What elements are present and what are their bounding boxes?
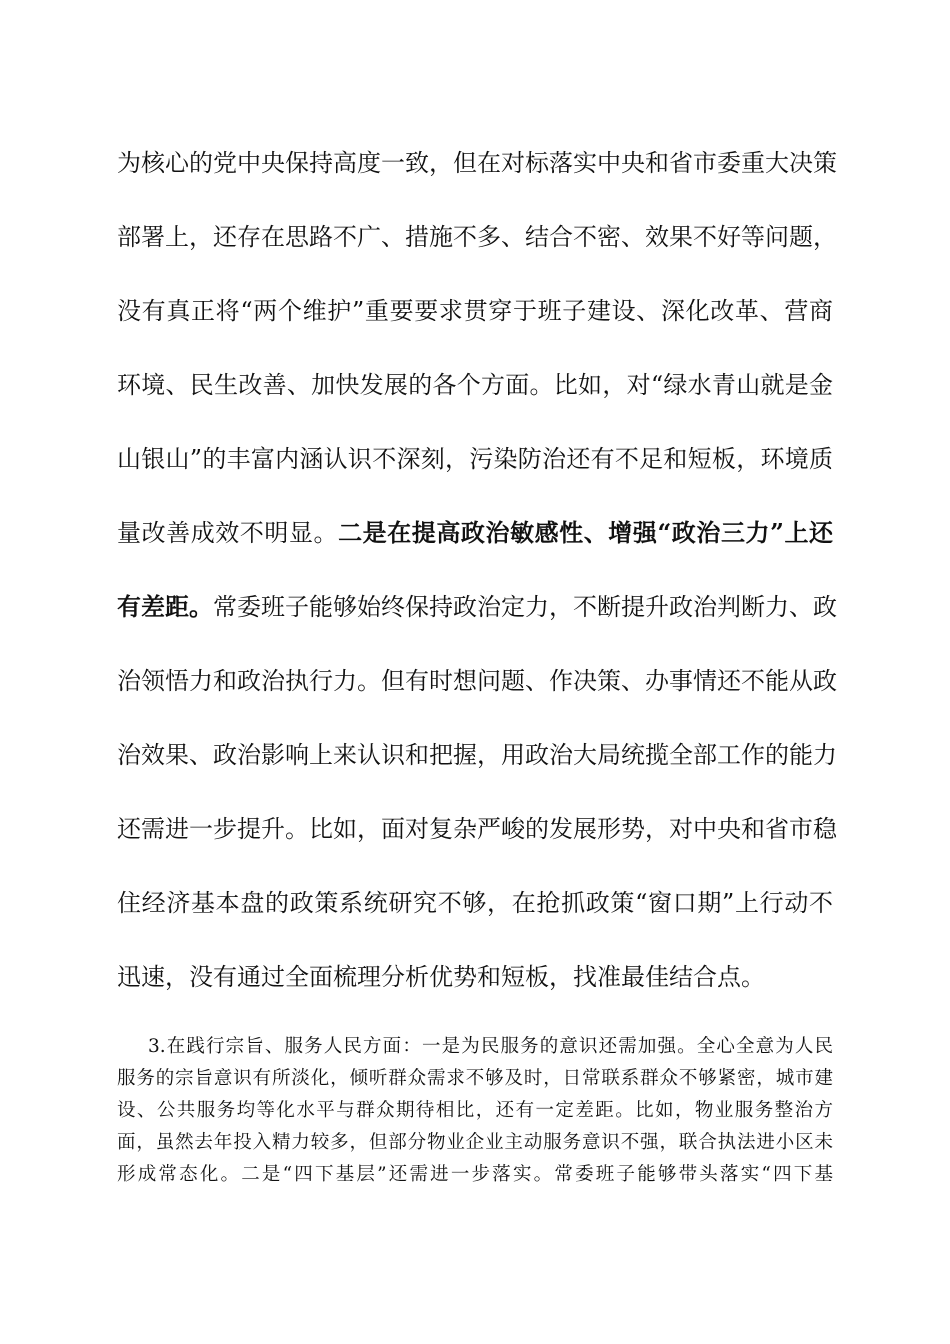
- paragraph-line: 迅速，没有通过全面梳理分析优势和短板，找准最佳结合点。: [117, 963, 765, 991]
- paragraph-line: 服务的宗旨意识有所淡化，倾听群众需求不够及时，日常联系群众不够紧密，城市建: [117, 1068, 833, 1089]
- paragraph-line: 没有真正将“两个维护”重要要求贯穿于班子建设、深化改革、营商: [117, 297, 833, 325]
- bold-heading: 有差距。: [117, 592, 213, 621]
- paragraph-line: 为核心的党中央保持高度一致，但在对标落实中央和省市委重大决策: [117, 149, 837, 177]
- paragraph-line: 山银山”的丰富内涵认识不深刻，污染防治还有不足和短板，环境质: [117, 445, 833, 473]
- text-regular: 常委班子能够始终保持政治定力，不断提升政治判断力、政: [213, 593, 837, 621]
- paragraph-line: [117, 518, 833, 548]
- paragraph-line: 治领悟力和政治执行力。但有时想问题、作决策、办事情还不能从政: [117, 667, 837, 695]
- paragraph-line: 住经济基本盘的政策系统研究不够，在抢抓政策“窗口期”上行动不: [117, 889, 833, 917]
- paragraph-line: 设、公共服务均等化水平与群众期待相比，还有一定差距。比如，物业服务整治方: [117, 1100, 833, 1121]
- paragraph-line: 部署上，还存在思路不广、措施不多、结合不密、效果不好等问题，: [117, 223, 837, 251]
- paragraph-line: 3.在践行宗旨、服务人民方面：一是为民服务的意识还需加强。全心全意为人民: [148, 1036, 833, 1057]
- paragraph-line: 治效果、政治影响上来认识和把握，用政治大局统揽全部工作的能力: [117, 741, 837, 769]
- text-regular: 量改善成效不明显。: [117, 519, 339, 547]
- paragraph-line: 面，虽然去年投入精力较多，但部分物业企业主动服务意识不强，联合执法进小区未: [117, 1132, 833, 1153]
- paragraph-line: [117, 592, 837, 622]
- paragraph-line: 形成常态化。二是“四下基层”还需进一步落实。常委班子能够带头落实“四下基: [117, 1164, 833, 1185]
- paragraph-line: 环境、民生改善、加快发展的各个方面。比如，对“绿水青山就是金: [117, 371, 833, 399]
- paragraph-line: 还需进一步提升。比如，面对复杂严峻的发展形势，对中央和省市稳: [117, 815, 837, 843]
- bold-heading: 二是在提高政治敏感性、增强“政治三力”上还: [338, 518, 834, 547]
